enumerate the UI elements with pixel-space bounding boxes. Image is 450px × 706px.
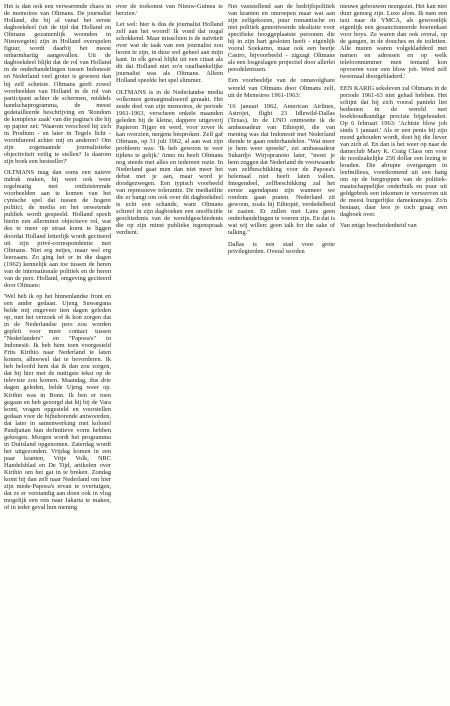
article-column-4: [340, 3, 447, 706]
paragraph: Dallas is een stad voor grote privilegierden. Overal worden: [228, 240, 335, 255]
paragraph: Het is dan ook een verwarrende chaos in de memoires van Oltmans. De journalist Holland, die bij al vanaf het eerste dagboekdeel (uit de tijd dat Holland en Oltmans gezamenlijk woonden in Nieuwegein) zijn in Holland overspelen figuur, wordt daarbij het meest onbarmhartig aangevallen. Uit de dagboekdeel blijkt dat de rol van Holland in de onderhandelingen tussen Indonesië en Nederland veel groter is geweest dan hij zelf schetste. Oltmans geeft zowel voorbeelden van Holland in de rol van participant achter de schermen, middels handschaprogramma, de meest gedetailleerde beschrijving en 'Rondom de komplexe zaak' van die pagina's die hij op papier zet: 'Waarom verschoof hij zich in Prodium - en later in Tegels licht - voortdurend achter mij en anderen? Om zijn zogenaamde journalistieke objectiviteit veilig te stellen? Is daarom zijn boek een bestseller?': [4, 3, 111, 166]
paragraph: 'Wel heb ik op het binnenlandse front en een ander gedaan. Ujeng Suwargana belde mij ongeveer tien dagen geleden op, met het verzoek of ik kon zorgen dat in de Nederlandse pers zou worden gepleit voor meer contact tussen "Nederlanders" en "Papoea's" in Indonesië. Ik heb hem toen voorgesteld Frits Kirihio naar Nederland te laten komen, alhoewel dat te bevorderen. Ik heb beloofd hem dat ik dan zou zorgen, dat hij hier met de nuttigste tekst op de televisie zou komen. Maandag, dus drie dagen geleden, belde Ujeng weer op. Kirihio was in Bonn. Ik ben er toen gegaan en heb gezorgd dat hij bij de Vara komt, vragen opgesteld en voorstellen gedaan voor de bijbehorende antwoorden, dat later in samenwerking met kolonel Pandjaitan hun definitieve vorm hebben gekregen. Morgen wordt het programma in Duitsland opgenomen. Zaterdag wordt het uitgezonden. Vrijdag komen in een paar kranten, Vrije Volk, NRC Handelsblad en De Tijd, artikelen over Kirihio om het gat in te breken. Zondag komt hij dan zelf naar Nederland om hier zijn mede-Papoea's ervan te overtuigen, dat ze er verstandig aan doen ook in vlug mogelijk een reis naar Jakarta te maken, of in ieder geval hun mening: [4, 292, 111, 512]
paragraph: OLTMANS is in de Nederlandse media volkomen gemarginaliseerd geraakt. Het zesde deel van zijn memoires, de periode 1961-1963, verscheen enkele maanden geleden bij de kleine, dappere uitgeverij Papieren Tijger en werd, voor zover ik kan overzien, nergens besproken. Zelf gaf Oltmans, op 31 juli 1962, al aan wat zijn probleem was: 'Ik heb gewoon te veer tijdens te gelijk.' Anno nu heeft Oltmans nog steeds met alles en iedereen ruzie. In Nederland gaat men dan niet meer het debat met je aan, maar word je doodgezwegen. Een typisch voorbeeld van repressieve tolerantie. De mediatiltie die er bangt om ook over dit dagboekdeel is echt een schande, want Oltmans schreef in zijn dagboeken een onofficiële geschiedenis van de wereldgeschiedenis die op zijn minst publieke tegenspraak verdient.: [116, 88, 223, 237]
article-column-3: [228, 3, 335, 706]
paragraph: EEN KARIG seksleven zal Oltmans in de periode 1961-63 niet gehad hebben. Het schijnt dat hij zich vooral paniekt liet bedienen in de wereld met boekhoudkundige precisie bijgehouden. Op 6 februari 1963: 'Achtste blow job sinds 1 januari.' Als er een penis bij zijn mond gehouden wordt, doet hij die liever van zich af. En dan is het weer op naar de dameclub Mary K. Craig Class om voor de noodzakelijke 250 dollar een lezing te houden. Die abrupte overgangen in leefmilieus, voortkomend uit een hang om op de bergtoppen van de politiek-maatschappelijke onderbuik en puur uit geldgebrek een inkomen te verwerven uit de meest burgerlijke damekransjes. Zo'n bestaan, daar lees je toch graag een dagboek over.: [340, 84, 447, 219]
paragraph: Een voorbeeldje van de onnavolgbare wereld van Oltmans door Oltmans zelf, uit de Memoires 1961-1963:: [228, 77, 335, 99]
paragraph: Net vaststellend aan de bedrijfspolitiek van kranten en omroepen maar wat aan zijn zelfgekozen, puur romantische en niet politiek gemotiveerde idealistie voor specifieke hooggeplaatste personen die hij in zijn hart gesloten heeft - eigenlijk vooral Soekarno, maar ook een beetje Castro, bijvoorbeeld - zigzagt Oltmans als een losgeslagen projectiel door allerlei persdelenissen.: [228, 3, 335, 74]
paragraph: Van enige bescheidenheid van: [340, 222, 417, 230]
paragraph: over de toekomst van Nieuw-Guinea te herzien.': [116, 3, 223, 18]
article-column-1: [4, 3, 111, 706]
paragraph: OLTMANS mag dan soms een naïeve indruk maken, hij weet ook weer regelmatig met ontluisterende voorbeelden aan te komen van het cynische spel dat tussen de hogere politici, de media en het onwetende publiek wordt gespeeld. Holland speelt hierin een allerminst objectieve rol, wat des te meer op straat komt te liggen doordat Holland letterlijk wordt geciteerd uit zijn privé-correspondentie met Oltmans. Niet erg netjes, maar wel erg leerzaam. Zo ging het er in die dagen (1962) kennelijk aan toe tussen de heren van de internationale politiek en de heren van de pers. Holland, omgeving geciteerd door Oltmans:: [4, 169, 111, 289]
paragraph: '16 januari 1962, American Airlines, Astrojet, flight 23 Idlewild-Dallas (Texas). In de UNO ontmoette ik de ambassadeur van Ethiopië, die van mening was dat Indonesië met Nederland diende te gaan onderhandelen. "Wat meer je hem weer spreekt", zei ambassadeur Sukardjo Wirjopranoto later, "moet je hem zeggen dat Nederland de voorwaarde van zelfbeschikking voor de Papoea's helemaal niet heeft laten vallen. Integendeel, zelfbeschikking zal het eerste agendapunt zijn wanneer we rondom gaan praten. Nederland zit gewoon, zoals hij Ethiopië, verdedelbeid te zaaien. Er zullen met Luns geen onderhandelingen te voeren zijn. En dat is wat wij willen: geen talk for the sake of talking.": [228, 102, 335, 237]
paragraph: Let wel: hier is dus de journalist Holland zelf aan het woord! Ik vond dat nogal schokkend. Maar misschien is de naïviteit over wat de taak van een journalist zou horen te zijn, in deze wel geheel aan mijn kant. In elk geval blijkt uit een citaat als dit dat Holland niet zo'n onafhankelijke journalist was als Oltmans. Alleen Holland speelde het spel slimmer.: [116, 21, 223, 85]
article-column-2: [116, 3, 223, 706]
paragraph: nieuwe gebouwen neergezet. Het kan niet duur genoeg zijn. Luxe alom. Ik nam een taxi naar de YMCA, als gewoonlijk eigenlijk een gesanctioneerde hoerenkast voor boys. Ze waren dan ook overal, op de gangen, in de douches en de toiletten. Alle muren waren volgekladderd met namen en adressen en op welk telefoonnummer men iemand kon opvoeren voor een blow job. Werd zelf tweemaal doorgebladerd.': [340, 3, 447, 81]
